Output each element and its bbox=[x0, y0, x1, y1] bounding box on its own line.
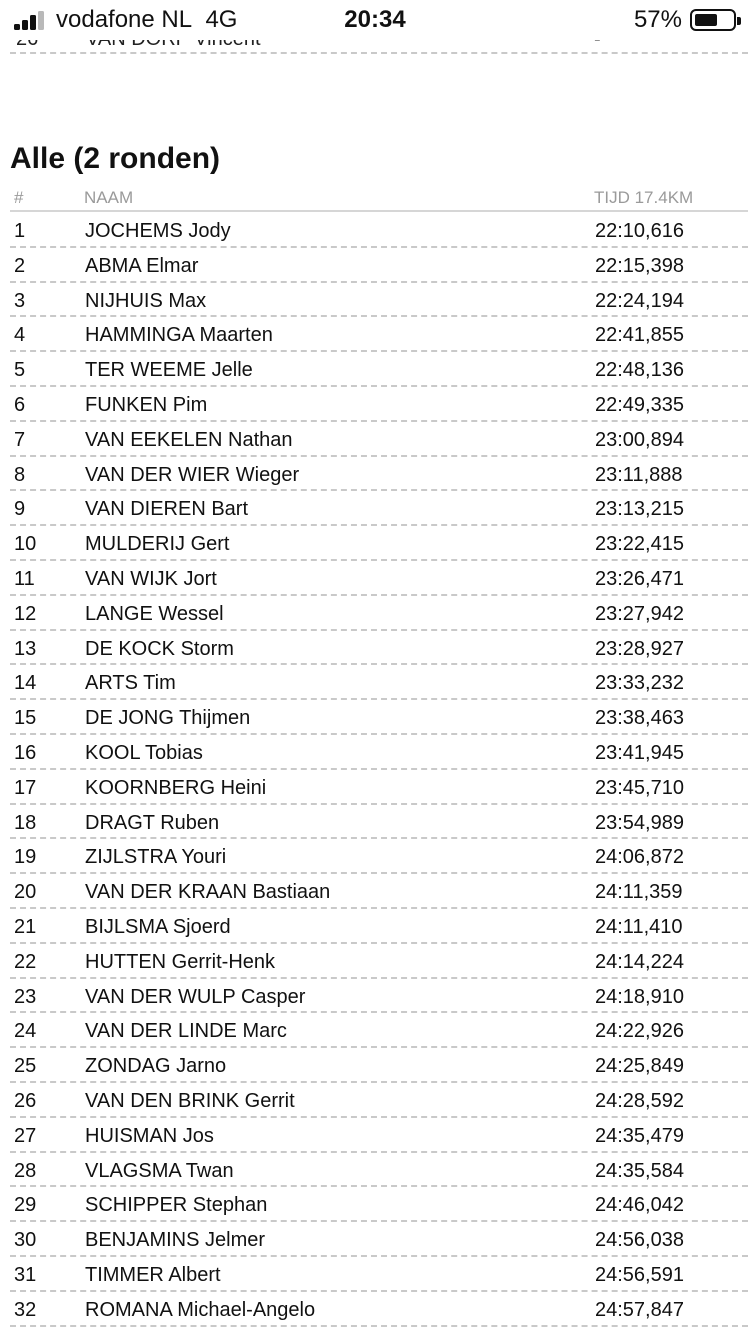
status-bar bbox=[0, 0, 750, 40]
rider-name-cell: VAN WIJK Jort bbox=[85, 567, 217, 590]
finish-time-cell: 24:56,038 bbox=[595, 1229, 684, 1252]
rider-name-cell: VAN DER WULP Casper bbox=[85, 985, 306, 1008]
rank-cell: 20 bbox=[14, 881, 37, 904]
table-row[interactable] bbox=[10, 352, 748, 387]
rank-cell: 28 bbox=[14, 1159, 37, 1182]
rider-name-cell: VAN DEN BRINK Gerrit bbox=[85, 1089, 295, 1112]
rider-name-cell: ARTS Tim bbox=[85, 672, 176, 695]
finish-time-cell: 24:25,849 bbox=[595, 1055, 684, 1078]
table-row[interactable] bbox=[10, 1187, 748, 1222]
rider-name-cell: MULDERIJ Gert bbox=[85, 533, 230, 556]
finish-time-cell: 24:11,359 bbox=[595, 881, 683, 904]
finish-time-cell: 23:45,710 bbox=[595, 776, 684, 799]
finish-time-cell: 24:14,224 bbox=[595, 950, 684, 973]
rider-name-cell: TIMMER Albert bbox=[85, 1263, 221, 1286]
table-row[interactable] bbox=[10, 665, 748, 700]
rank-cell: 3 bbox=[14, 289, 26, 312]
finish-time-cell: 22:41,855 bbox=[595, 324, 684, 347]
rider-name-cell: FUNKEN Pim bbox=[85, 393, 208, 416]
rider-name-cell: TER WEEME Jelle bbox=[85, 359, 253, 382]
rank-cell: 21 bbox=[14, 915, 37, 938]
table-row[interactable] bbox=[10, 700, 748, 735]
finish-time-cell: 24:11,410 bbox=[595, 915, 683, 938]
finish-time-cell: 23:26,471 bbox=[595, 567, 684, 590]
rank-cell: 10 bbox=[14, 533, 37, 556]
rider-name-cell: HAMMINGA Maarten bbox=[85, 324, 273, 347]
rank-cell: 6 bbox=[14, 393, 26, 416]
table-row[interactable] bbox=[10, 1083, 748, 1118]
rank-cell: 24 bbox=[14, 1020, 37, 1043]
rider-name-cell: KOOL Tobias bbox=[85, 741, 203, 764]
table-row[interactable] bbox=[10, 526, 748, 561]
column-header-number: # bbox=[14, 188, 24, 207]
table-row[interactable] bbox=[10, 422, 748, 457]
table-row[interactable] bbox=[10, 387, 748, 422]
battery-icon bbox=[690, 9, 736, 31]
finish-time-cell: 24:46,042 bbox=[595, 1194, 684, 1217]
rider-name-cell: HUISMAN Jos bbox=[85, 1124, 214, 1147]
finish-time-cell: 22:10,616 bbox=[595, 220, 684, 242]
rider-name-cell: VAN DER LINDE Marc bbox=[85, 1020, 287, 1043]
finish-time-cell: 24:35,479 bbox=[595, 1124, 684, 1147]
rank-cell: 27 bbox=[14, 1124, 37, 1147]
finish-time-cell: 24:56,591 bbox=[595, 1263, 684, 1286]
rider-name-cell: JOCHEMS Jody bbox=[85, 220, 231, 242]
table-row[interactable] bbox=[10, 631, 748, 666]
results-table bbox=[10, 213, 748, 1327]
rank-cell: 22 bbox=[14, 950, 37, 973]
finish-time-cell: 23:28,927 bbox=[595, 637, 684, 660]
table-row[interactable] bbox=[10, 805, 748, 840]
rank-cell: 16 bbox=[14, 741, 37, 764]
table-row[interactable] bbox=[10, 770, 748, 805]
finish-time-cell: 24:57,847 bbox=[595, 1298, 684, 1321]
battery-fill bbox=[695, 14, 717, 26]
rank-cell: 25 bbox=[14, 1055, 37, 1078]
table-row[interactable] bbox=[10, 1013, 748, 1048]
table-row[interactable] bbox=[10, 944, 748, 979]
finish-time-cell: 22:24,194 bbox=[595, 289, 684, 312]
table-row[interactable] bbox=[10, 1292, 748, 1327]
rank-cell: 29 bbox=[14, 1194, 37, 1217]
table-row[interactable] bbox=[10, 979, 748, 1014]
rank-cell: 17 bbox=[14, 776, 37, 799]
table-row[interactable] bbox=[10, 596, 748, 631]
table-row[interactable] bbox=[10, 283, 748, 318]
carrier-name: vodafone NL bbox=[56, 6, 193, 33]
rank-cell: 2 bbox=[14, 254, 26, 277]
finish-time-cell: 23:33,232 bbox=[595, 672, 684, 695]
rider-name-cell: SCHIPPER Stephan bbox=[85, 1194, 268, 1217]
rider-name-cell: LANGE Wessel bbox=[85, 602, 224, 625]
rider-name-cell: VAN DIEREN Bart bbox=[85, 498, 248, 521]
rank-cell: 5 bbox=[14, 359, 26, 382]
table-row[interactable] bbox=[10, 874, 748, 909]
finish-time-cell: 24:06,872 bbox=[595, 846, 684, 869]
table-row[interactable] bbox=[10, 561, 748, 596]
finish-time-cell: 22:15,398 bbox=[595, 254, 684, 277]
rider-name-cell: VAN EEKELEN Nathan bbox=[85, 428, 293, 451]
table-row[interactable] bbox=[10, 1222, 748, 1257]
finish-time-cell: 23:22,415 bbox=[595, 533, 684, 556]
rider-name-cell: BIJLSMA Sjoerd bbox=[85, 915, 231, 938]
finish-time-cell: 23:13,215 bbox=[595, 498, 684, 521]
rider-name-cell: NIJHUIS Max bbox=[85, 289, 207, 312]
rank-cell: 12 bbox=[14, 602, 37, 625]
rider-name-cell: DE JONG Thijmen bbox=[85, 707, 251, 730]
table-row[interactable] bbox=[10, 909, 748, 944]
table-row[interactable] bbox=[10, 1257, 748, 1292]
network-type: 4G bbox=[205, 6, 238, 33]
rank-cell: 7 bbox=[14, 428, 26, 451]
finish-time-cell: 23:41,945 bbox=[595, 741, 684, 764]
rider-name-cell: ZONDAG Jarno bbox=[85, 1055, 227, 1078]
rank-cell: 18 bbox=[14, 811, 37, 834]
finish-time-cell: 24:18,910 bbox=[595, 985, 684, 1008]
rank-cell: 31 bbox=[14, 1263, 37, 1286]
rider-name-cell: VAN DER KRAAN Bastiaan bbox=[85, 881, 331, 904]
finish-time-cell: 23:38,463 bbox=[595, 707, 684, 730]
rank-cell: 8 bbox=[14, 463, 26, 486]
table-row[interactable] bbox=[10, 1118, 748, 1153]
finish-time-cell: 23:00,894 bbox=[595, 428, 684, 451]
table-row[interactable] bbox=[10, 1153, 748, 1188]
table-row[interactable] bbox=[10, 213, 748, 248]
rider-name-cell: DE KOCK Storm bbox=[85, 637, 234, 660]
table-row[interactable] bbox=[10, 317, 748, 352]
rank-cell: 13 bbox=[14, 637, 37, 660]
rank-cell: 4 bbox=[14, 324, 26, 347]
rider-name-cell: ABMA Elmar bbox=[85, 254, 199, 277]
finish-time-cell: 22:48,136 bbox=[595, 359, 684, 382]
finish-time-cell: 24:28,592 bbox=[595, 1089, 684, 1112]
table-row[interactable] bbox=[10, 735, 748, 770]
rank-cell: 23 bbox=[14, 985, 37, 1008]
rider-name-cell: ZIJLSTRA Youri bbox=[85, 846, 227, 869]
rank-cell: 1 bbox=[14, 220, 26, 242]
finish-time-cell: 24:35,584 bbox=[595, 1159, 684, 1182]
rank-cell: 9 bbox=[14, 498, 26, 521]
column-header-name: NAAM bbox=[84, 188, 134, 207]
battery-terminal bbox=[737, 17, 741, 25]
finish-time-cell: 23:54,989 bbox=[595, 811, 684, 834]
table-row[interactable] bbox=[10, 491, 748, 526]
battery-percentage: 57% bbox=[633, 6, 682, 33]
finish-time-cell: 23:27,942 bbox=[595, 602, 684, 625]
table-row[interactable] bbox=[10, 457, 748, 492]
table-row[interactable] bbox=[10, 1048, 748, 1083]
table-row[interactable] bbox=[10, 839, 748, 874]
rider-name-cell: VAN DER WIER Wieger bbox=[85, 463, 300, 486]
rider-name-cell: ROMANA Michael-Angelo bbox=[85, 1298, 316, 1321]
rider-name-cell: HUTTEN Gerrit-Henk bbox=[85, 950, 276, 973]
rank-cell: 14 bbox=[14, 672, 37, 695]
status-clock: 20:34 bbox=[344, 6, 406, 33]
rider-name-cell: DRAGT Ruben bbox=[85, 811, 220, 834]
rider-name-cell: VLAGSMA Twan bbox=[85, 1159, 234, 1182]
rank-cell: 11 bbox=[14, 567, 35, 590]
column-header-time: TIJD 17.4KM bbox=[594, 188, 694, 207]
finish-time-cell: 23:11,888 bbox=[595, 463, 683, 486]
rank-cell: 30 bbox=[14, 1229, 37, 1252]
finish-time-cell: 24:22,926 bbox=[595, 1020, 684, 1043]
rank-cell: 19 bbox=[14, 846, 37, 869]
results-table-header bbox=[10, 186, 748, 212]
finish-time-cell: 22:49,335 bbox=[595, 393, 684, 416]
rank-cell: 32 bbox=[14, 1298, 37, 1321]
rank-cell: 26 bbox=[14, 1089, 37, 1112]
rider-name-cell: KOORNBERG Heini bbox=[85, 776, 267, 799]
rank-cell: 15 bbox=[14, 707, 37, 730]
table-row[interactable] bbox=[10, 248, 748, 283]
section-title: Alle (2 ronden) bbox=[10, 142, 221, 175]
rider-name-cell: BENJAMINS Jelmer bbox=[85, 1229, 266, 1252]
